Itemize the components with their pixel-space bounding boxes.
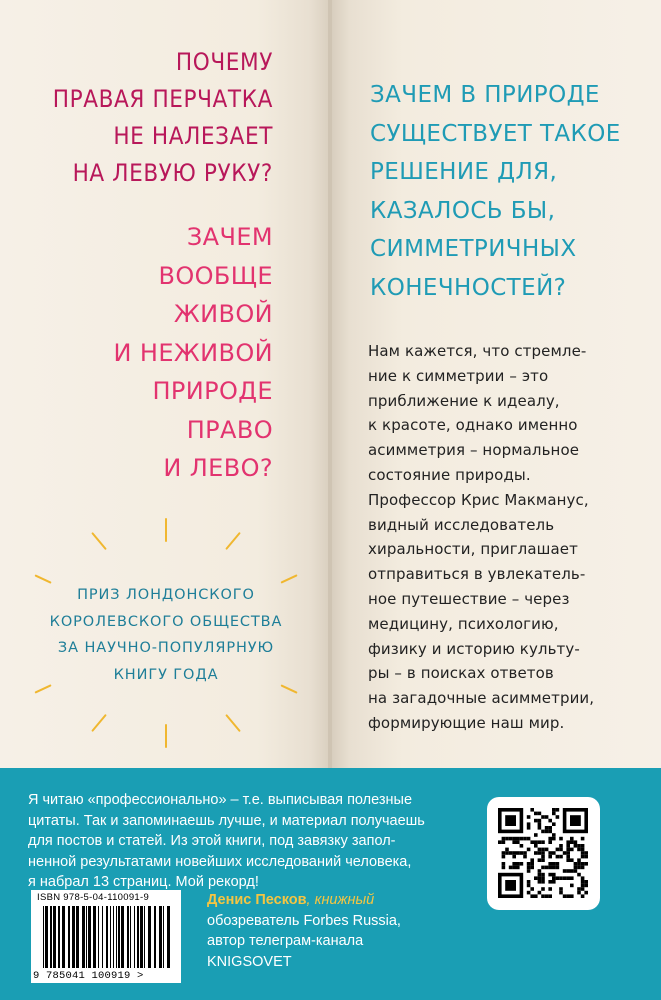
- description-line: ры – в поисках ответов: [368, 664, 554, 683]
- prize-line: КОРОЛЕВСКОГО ОБЩЕСТВА: [49, 613, 283, 630]
- description-line: хиральности, приглашает: [368, 540, 578, 559]
- reviewer-line: автор телеграм-канала: [207, 933, 364, 949]
- question-line: И ЛЕВО?: [163, 454, 273, 482]
- question-line: НА ЛЕВУЮ РУКУ?: [72, 159, 273, 187]
- reviewer-line: обозреватель Forbes Russia,: [207, 912, 401, 929]
- prize-line: ПРИЗ ЛОНДОНСКОГО: [77, 587, 255, 603]
- question-line: ПРАВО: [186, 415, 273, 444]
- isbn-number: ISBN 978-5-04-110091-9: [37, 892, 150, 903]
- question-line: ПОЧЕМУ: [175, 48, 273, 76]
- ray: [165, 724, 167, 748]
- quote-line: я набрал 13 страниц. Мой рекорд!: [28, 874, 259, 890]
- quote-line: для постов и статей. Из этой книги, под завязку запол-: [28, 833, 396, 849]
- description-line: видный исследователь: [368, 515, 555, 534]
- question-line: СИММЕТРИЧНЫХ: [370, 236, 577, 262]
- reviewer-role: , книжный: [306, 892, 375, 908]
- question-line: КАЗАЛОСЬ БЫ,: [370, 197, 556, 224]
- book-spine: [328, 0, 332, 768]
- reviewer-line: KNIGSOVET: [207, 953, 292, 970]
- review-quote: [28, 790, 473, 893]
- question-left-right: [113, 218, 273, 488]
- description-line: Профессор Крис Макманус,: [368, 490, 589, 509]
- quote-line: ненной результатами новейших исследований человека,: [28, 853, 412, 870]
- description-line: отправиться в увлекатель-: [368, 565, 586, 584]
- question-line: ПРАВАЯ ПЕРЧАТКА: [52, 85, 273, 113]
- prize-text: [40, 582, 292, 688]
- ray: [165, 518, 167, 542]
- question-line: ПРИРОДЕ: [152, 377, 273, 405]
- description-line: асимметрия – нормальное: [368, 441, 580, 460]
- quote-line: цитаты. Так и запоминаешь лучше, и материал получаешь: [28, 812, 425, 829]
- description-line: медицину, психологию,: [368, 614, 559, 633]
- book-description: [368, 339, 628, 736]
- description-line: ние к симметрии – это: [368, 366, 549, 385]
- question-line: НЕ НАЛЕЗАЕТ: [113, 122, 273, 150]
- question-gloves: [53, 44, 273, 192]
- qr-code-icon[interactable]: [487, 797, 600, 910]
- description-line: Нам кажется, что стремле-: [368, 342, 587, 360]
- qr-code-graphic: [487, 797, 600, 910]
- description-line: приближение к идеалу,: [368, 391, 560, 410]
- description-line: физику и историю культу-: [368, 639, 580, 658]
- question-symmetry: [370, 76, 621, 307]
- question-line: ЖИВОЙ: [173, 300, 273, 328]
- barcode-bars: [31, 904, 181, 974]
- barcode-digits: 9 785041 100919 >: [33, 970, 144, 982]
- question-line: ЗАЧЕМ В ПРИРОДЕ: [370, 82, 600, 108]
- question-line: ЗАЧЕМ: [186, 223, 273, 251]
- barcode: [31, 890, 181, 983]
- prize-line: ЗА НАУЧНО-ПОПУЛЯРНУЮ: [57, 640, 275, 656]
- description-line: к красоте, однако именно: [368, 416, 578, 435]
- question-line: И НЕЖИВОЙ: [113, 338, 273, 367]
- reviewer-name: Денис Песков: [207, 892, 307, 908]
- quote-line: Я читаю «профессионально» – т.е. выписывая полезные: [28, 792, 413, 808]
- question-line: ВООБЩЕ: [158, 261, 273, 290]
- question-line: СУЩЕСТВУЕТ ТАКОЕ: [370, 120, 621, 147]
- description-line: состояние природы.: [368, 465, 531, 484]
- question-line: РЕШЕНИЕ ДЛЯ,: [370, 159, 558, 185]
- description-line: ное путешествие – через: [368, 589, 570, 608]
- description-line: формирующие наш мир.: [368, 713, 565, 732]
- review-attribution: [207, 890, 401, 972]
- prize-line: КНИГУ ГОДА: [113, 666, 219, 683]
- question-line: КОНЕЧНОСТЕЙ?: [370, 274, 567, 301]
- description-line: на загадочные асимметрии,: [368, 689, 595, 708]
